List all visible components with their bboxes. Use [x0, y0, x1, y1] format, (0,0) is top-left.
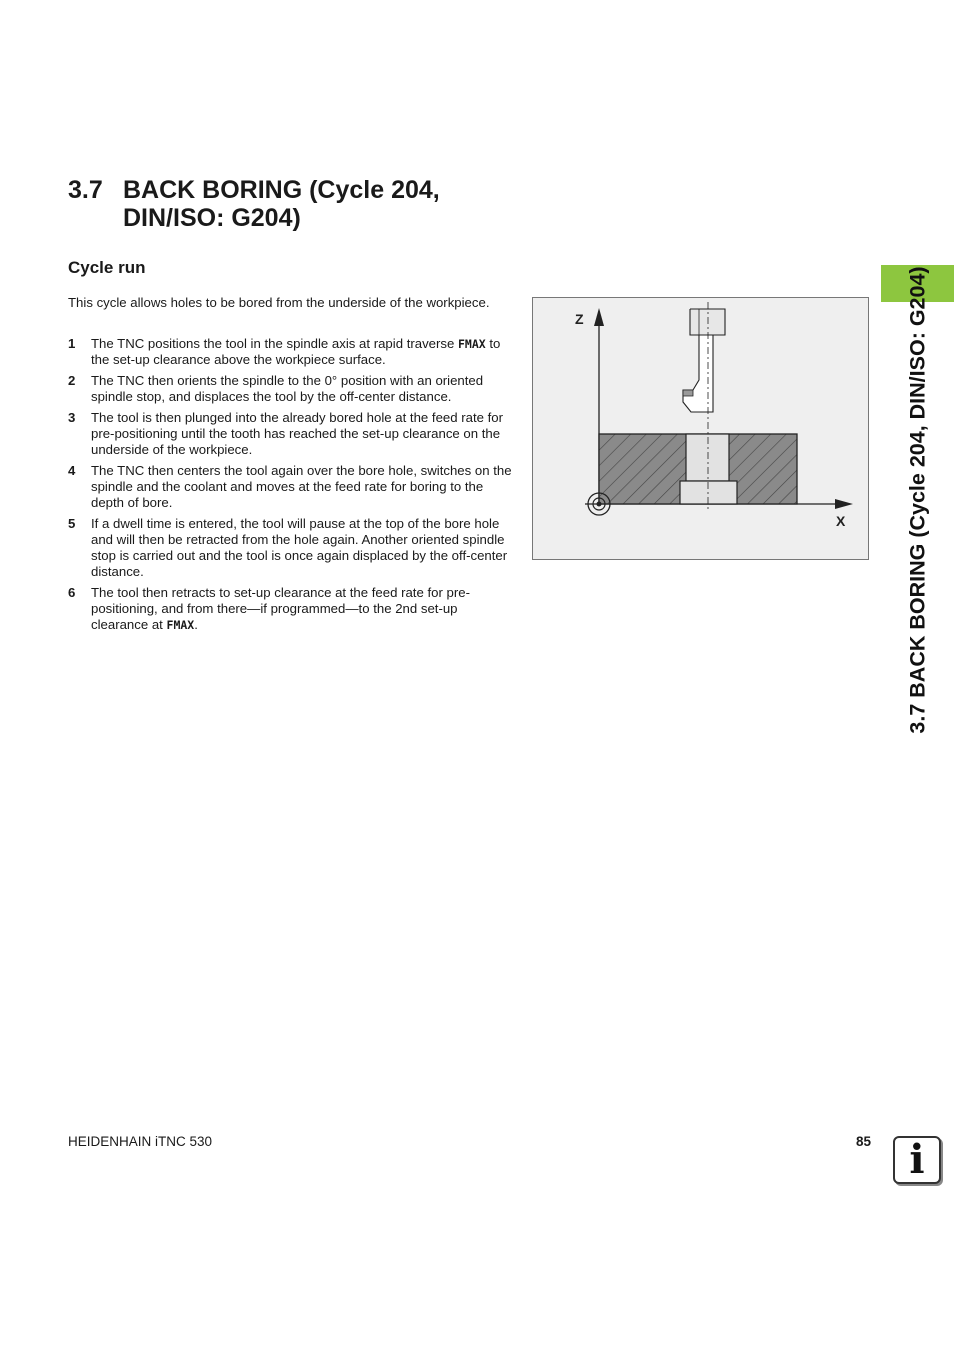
- info-icon-glyph: i: [909, 1136, 925, 1183]
- step-text: The TNC then orients the spindle to the 0° position with an oriented spindle stop, and displaces the tool by the off-center distance.: [91, 373, 484, 404]
- step-text: to the set-up clearance above the workpiece surface.: [91, 336, 501, 367]
- step-number: 2: [68, 373, 76, 388]
- step-item: [68, 516, 513, 580]
- step-item: [68, 373, 513, 405]
- chapter-number: 3.7: [68, 176, 103, 204]
- step-text: The TNC positions the tool in the spindle axis at rapid traverse: [91, 336, 458, 351]
- step-item: [68, 585, 513, 633]
- tool-body: [683, 335, 713, 412]
- step-number: 4: [68, 463, 76, 478]
- step-item: [68, 336, 513, 368]
- z-axis-arrow: [594, 308, 604, 326]
- counterbore: [680, 481, 737, 504]
- step-number: 3: [68, 410, 76, 425]
- section-title: Cycle run: [68, 258, 146, 277]
- info-icon: [893, 1136, 941, 1184]
- cycle-steps-list: [68, 336, 513, 638]
- tool-shank: [690, 309, 725, 335]
- x-axis-arrow: [835, 499, 853, 509]
- step-item: [68, 410, 513, 458]
- step-code: FMAX: [166, 618, 195, 632]
- page-number: 85: [856, 1134, 872, 1149]
- tool-cutting-tooth: [683, 390, 693, 396]
- chapter-title-line-1: BACK BORING (Cycle 204,: [123, 176, 440, 204]
- step-text: The tool is then plunged into the already bored hole at the feed rate for pre-positioning until the tooth has reached the set-up clearance on the underside of the workpiece.: [91, 410, 504, 457]
- intro-paragraph: This cycle allows holes to be bored from the underside of the workpiece.: [68, 295, 490, 310]
- x-axis-label: X: [836, 513, 846, 529]
- footer-product: HEIDENHAIN iTNC 530: [68, 1134, 213, 1149]
- side-running-title-text: 3.7 BACK BORING (Cycle 204, DIN/ISO: G204): [905, 266, 930, 734]
- step-text: .: [194, 617, 198, 632]
- step-text: The TNC then centers the tool again over the bore hole, switches on the spindle and the coolant and moves at the feed rate for boring to the depth of bore.: [91, 463, 512, 510]
- bore-hole: [686, 434, 729, 481]
- step-code: FMAX: [458, 337, 486, 351]
- step-number: 1: [68, 336, 76, 351]
- chapter-title-line-2: DIN/ISO: G204): [123, 204, 301, 232]
- step-text: The tool then retracts to set-up clearance at the feed rate for pre-positioning, and from there—if programmed—to the 2nd set-up clearance at: [91, 585, 470, 632]
- step-text: If a dwell time is entered, the tool will pause at the top of the bore hole and will then be retracted from the hole again. Another oriented spindle stop is carried out and the tool is once again displaced by the off-center distance.: [91, 516, 508, 579]
- step-number: 6: [68, 585, 76, 600]
- step-item: [68, 463, 513, 511]
- back-boring-diagram: [532, 297, 869, 560]
- diagram-svg: [533, 298, 868, 559]
- z-axis-label: Z: [575, 311, 584, 327]
- step-number: 5: [68, 516, 76, 531]
